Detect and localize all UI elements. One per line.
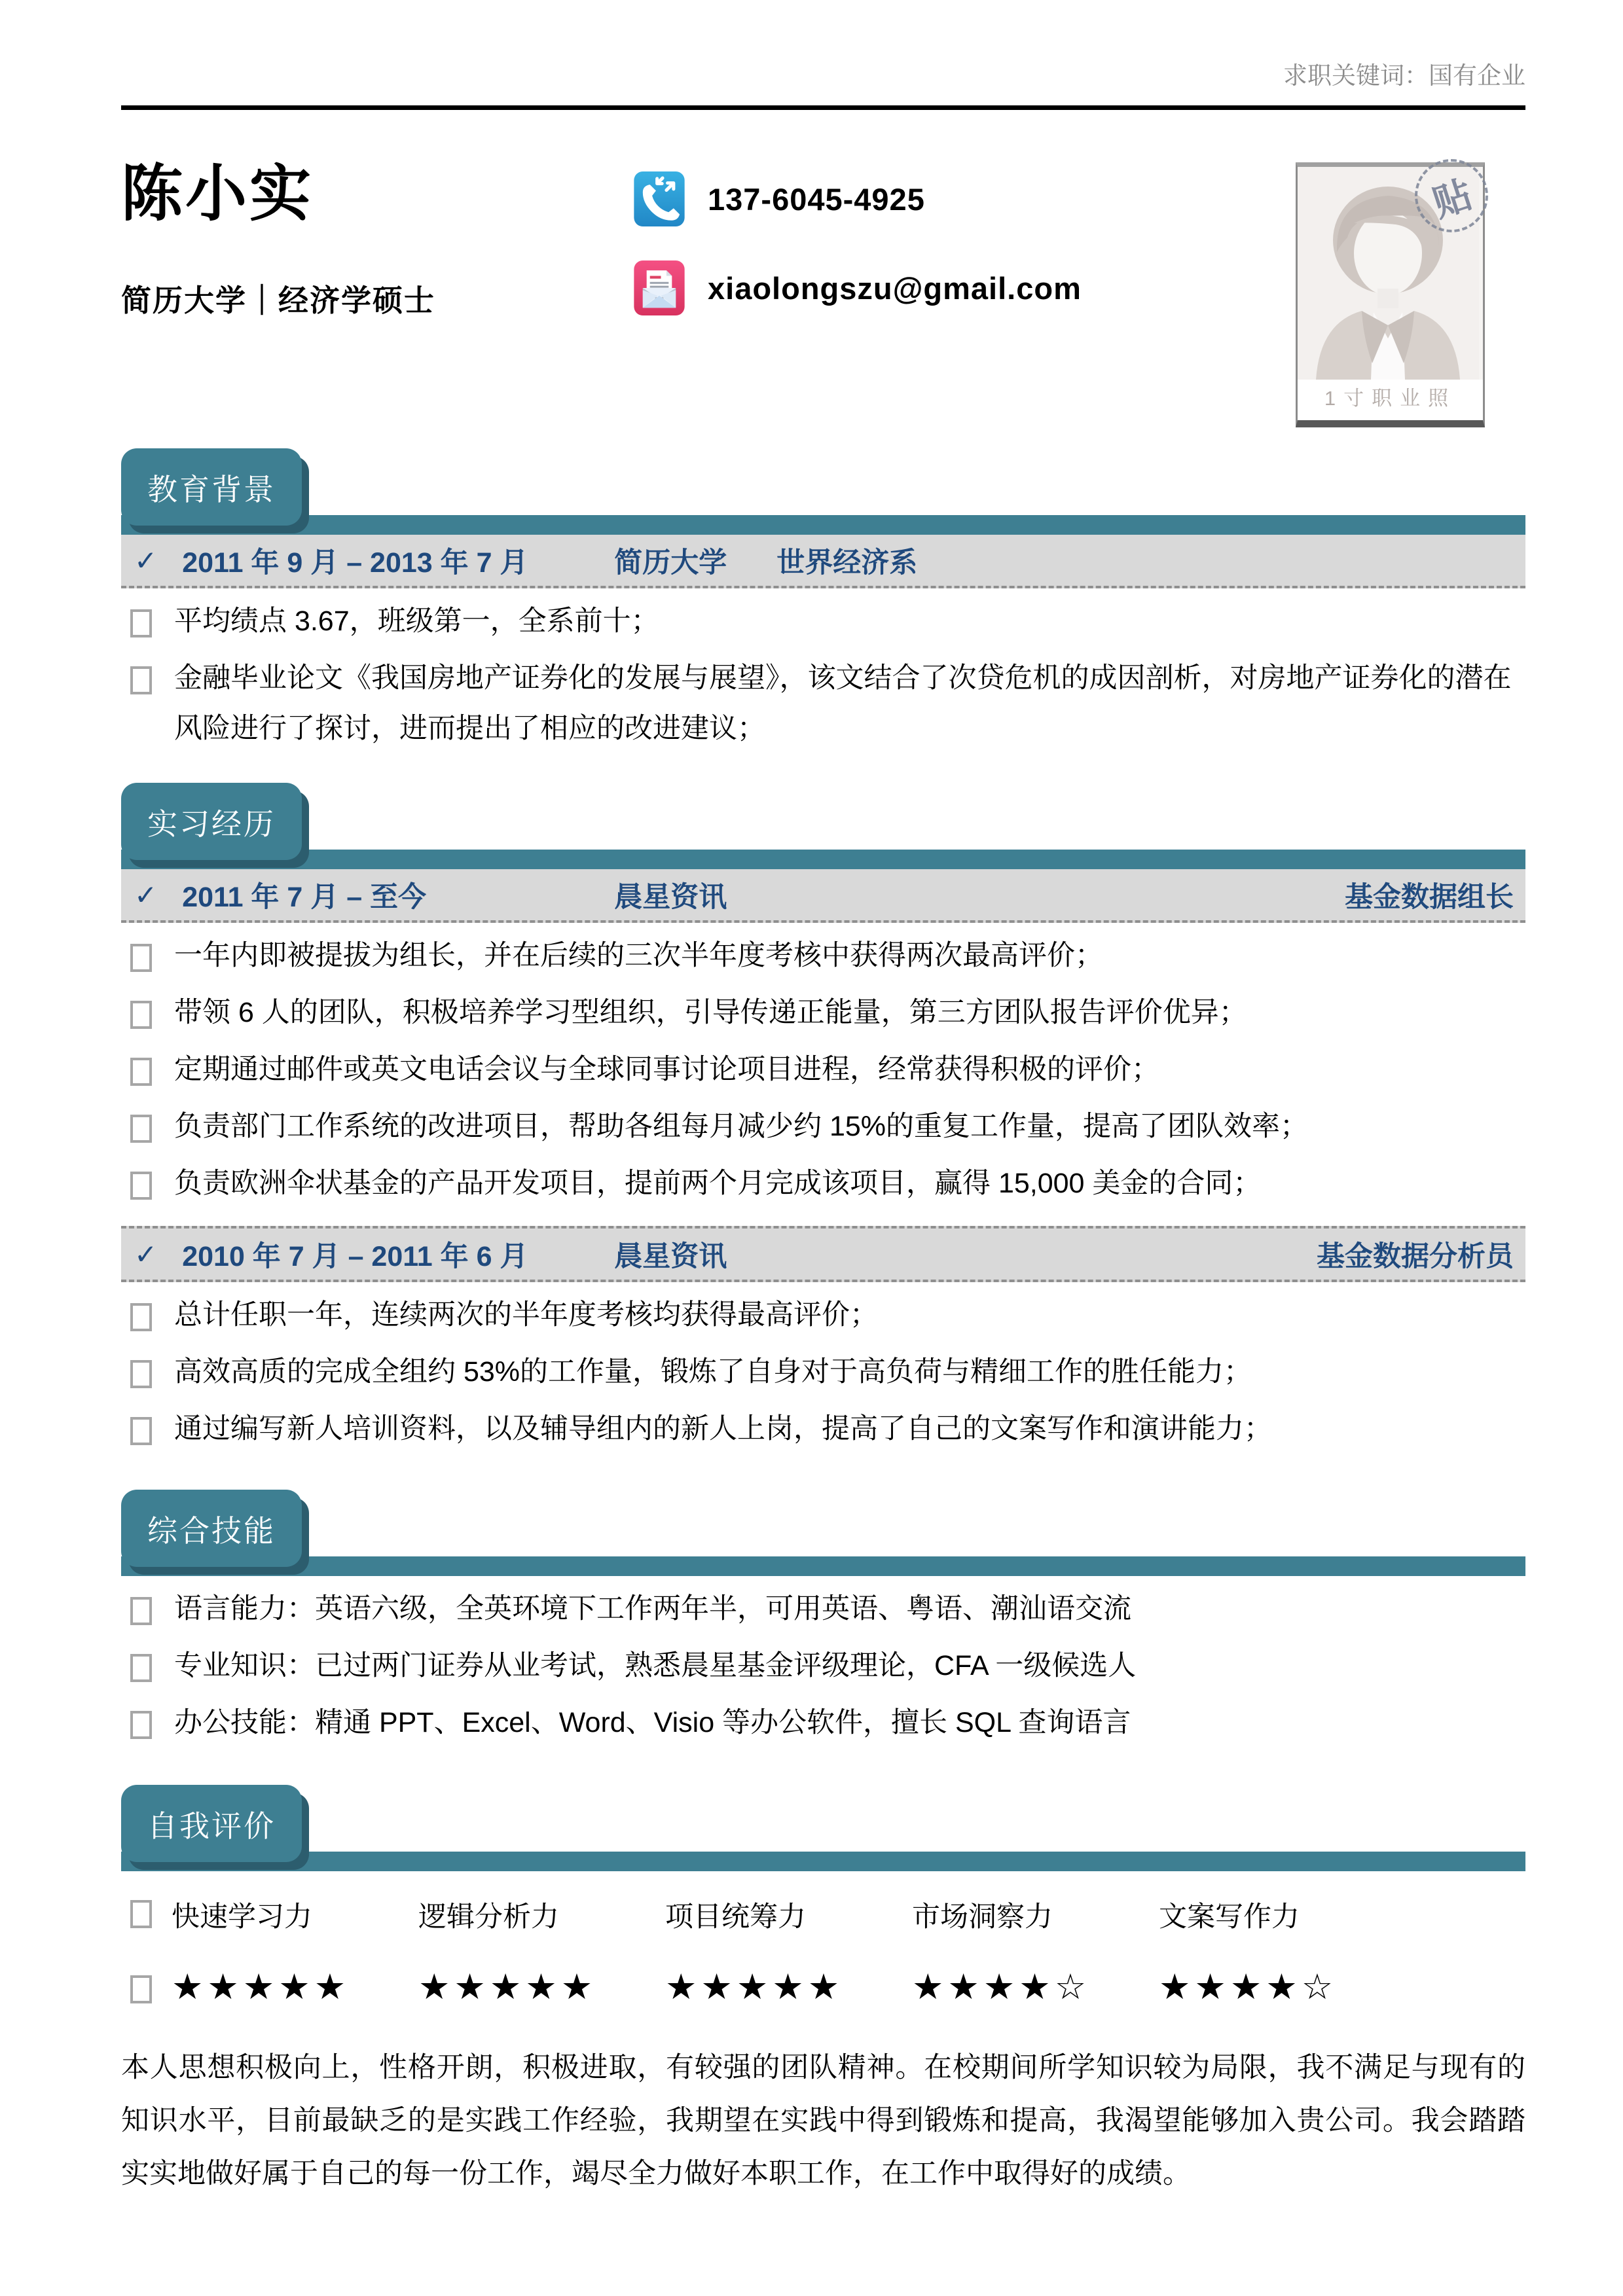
education-header-row bbox=[121, 535, 1525, 588]
ability-label: 逻辑分析力 bbox=[418, 1901, 559, 1933]
email-row bbox=[632, 259, 1082, 317]
star-icon-filled: ★ bbox=[1266, 1967, 1302, 2007]
bullet-text: 负责欧洲伞状基金的产品开发项目，提前两个月完成该项目，赢得 15,000 美金的合同； bbox=[174, 1168, 1262, 1199]
bullet-text: 平均绩点 3.67，班级第一，全系前十； bbox=[174, 605, 659, 637]
section-evaluation bbox=[121, 1785, 1525, 2200]
bullet-square-icon bbox=[130, 944, 152, 972]
ability-stars bbox=[418, 1966, 665, 2007]
bullet-square-icon bbox=[130, 609, 152, 637]
ability-label: 项目统筹力 bbox=[665, 1901, 806, 1933]
bullet-item bbox=[121, 1584, 1525, 1634]
bullet-text: 专业知识：已过两门证券从业考试，熟悉晨星基金评级理论，CFA 一级候选人 bbox=[174, 1650, 1137, 1681]
ability-label: 快速学习力 bbox=[172, 1901, 312, 1933]
star-icon-filled: ★ bbox=[242, 1967, 279, 2007]
education-date: 2011 年 9 月 – 2013 年 7 月 bbox=[182, 547, 528, 579]
section-tab-skills: 综合技能 bbox=[121, 1490, 302, 1567]
star-icon-filled: ★ bbox=[454, 1967, 490, 2007]
section-education bbox=[121, 448, 1525, 754]
ability-stars bbox=[1159, 1966, 1406, 2007]
star-icon-filled: ★ bbox=[560, 1967, 597, 2007]
phone-row bbox=[632, 170, 1082, 228]
bullet-item bbox=[121, 1290, 1525, 1340]
star-icon-filled: ★ bbox=[1019, 1967, 1055, 2007]
bullet-text: 语言能力：英语六级，全英环境下工作两年半，可用英语、粤语、潮汕语交流 bbox=[174, 1593, 1131, 1624]
job-header-row bbox=[121, 869, 1525, 923]
check-icon: ✓ bbox=[134, 1238, 158, 1270]
bullet-item bbox=[121, 1347, 1525, 1397]
ability-stars bbox=[912, 1966, 1159, 2007]
bullet-square-icon bbox=[130, 1900, 152, 1928]
star-icon-filled: ★ bbox=[314, 1967, 350, 2007]
bullet-item bbox=[121, 988, 1525, 1038]
ability-stars bbox=[172, 1966, 418, 2007]
phone-icon bbox=[632, 170, 687, 228]
candidate-name: 陈小实 bbox=[121, 159, 314, 228]
contact-block bbox=[632, 170, 1082, 348]
bullet-text: 定期通过邮件或英文电话会议与全球同事讨论项目进程，经常获得积极的评价； bbox=[174, 1054, 1159, 1085]
ability-label-row bbox=[121, 1895, 1525, 1935]
bullet-item bbox=[121, 1045, 1525, 1095]
stamp-character: 贴 bbox=[1428, 173, 1478, 226]
self-evaluation-text: 本人思想积极向上，性格开朗，积极进取，有较强的团队精神。在校期间所学知识较为局限，我不满足与现有的知识水平，目前最缺乏的是实践工作经验，我期望在实践中得到锻炼和提高，我渴望能够加入贵公司。我会踏踏实实地做好属于自己的每一份工作，竭尽全力做好本职工作，在工作中取得好的成绩。 bbox=[121, 2052, 1525, 2189]
star-icon-filled: ★ bbox=[278, 1967, 314, 2007]
ability-stars bbox=[665, 1966, 912, 2007]
star-icon-filled: ★ bbox=[947, 1967, 983, 2007]
bullet-text: 金融毕业论文《我国房地产证券化的发展与展望》，该文结合了次贷危机的成因剖析，对房地产证券化的潜在风险进行了探讨，进而提出了相应的改进建议； bbox=[174, 662, 1512, 744]
bullet-text: 高效高质的完成全组约 53%的工作量，锻炼了自身对于高负荷与精细工作的胜任能力； bbox=[174, 1356, 1252, 1388]
bullet-text: 一年内即被提拔为组长，并在后续的三次半年度考核中获得两次最高评价； bbox=[174, 940, 1103, 971]
bullet-square-icon bbox=[130, 1172, 152, 1200]
ability-label: 市场洞察力 bbox=[912, 1901, 1053, 1933]
bullet-text: 办公技能：精通 PPT、Excel、Word、Visio 等办公软件，擅长 SQL 查询语言 bbox=[174, 1707, 1131, 1738]
section-tab-experience: 实习经历 bbox=[121, 783, 302, 860]
bullet-item bbox=[121, 1102, 1525, 1152]
bullet-text: 负责部门工作系统的改进项目，帮助各组每月减少约 15%的重复工作量，提高了团队效率； bbox=[174, 1111, 1309, 1142]
star-icon-filled: ★ bbox=[1159, 1967, 1195, 2007]
bullet-item bbox=[121, 1158, 1525, 1209]
star-icon-filled: ★ bbox=[772, 1967, 808, 2007]
bullet-square-icon bbox=[130, 1711, 152, 1739]
bullet-square-icon bbox=[130, 1597, 152, 1625]
star-icon-empty: ☆ bbox=[1054, 1967, 1091, 2007]
bullet-item bbox=[121, 1641, 1525, 1691]
bullet-text: 带领 6 人的团队，积极培养学习型组织，引导传递正能量，第三方团队报告评价优异； bbox=[174, 997, 1247, 1028]
education-department: 世界经济系 bbox=[776, 547, 918, 579]
star-icon-filled: ★ bbox=[172, 1967, 208, 2007]
section-skills bbox=[121, 1490, 1525, 1748]
degree-subtitle: 简历大学｜经济学硕士 bbox=[121, 283, 435, 317]
bullet-square-icon bbox=[130, 1360, 152, 1388]
job-date: 2010 年 7 月 – 2011 年 6 月 bbox=[182, 1240, 528, 1272]
job-date: 2011 年 7 月 – 至今 bbox=[182, 881, 427, 913]
star-icon-filled: ★ bbox=[1230, 1967, 1266, 2007]
photo-caption: 1寸职业照 bbox=[1324, 387, 1457, 410]
phone-number: 137-6045-4925 bbox=[708, 181, 925, 217]
section-experience bbox=[121, 783, 1525, 1454]
bullet-square-icon bbox=[130, 1654, 152, 1682]
section-bar-experience bbox=[121, 850, 1525, 869]
job-company: 晨星资讯 bbox=[614, 881, 727, 913]
ability-label: 文案写作力 bbox=[1159, 1901, 1300, 1933]
star-icon-filled: ★ bbox=[736, 1967, 773, 2007]
bullet-square-icon bbox=[130, 1303, 152, 1331]
bullet-square-icon bbox=[130, 666, 152, 694]
education-bullet-list bbox=[121, 596, 1525, 754]
bullet-square-icon bbox=[130, 1115, 152, 1143]
check-icon: ✓ bbox=[134, 879, 158, 910]
job-position: 基金数据分析员 bbox=[1317, 1240, 1514, 1272]
star-icon-filled: ★ bbox=[525, 1967, 561, 2007]
paste-stamp-icon bbox=[1415, 159, 1488, 232]
job-bullet-list bbox=[121, 931, 1525, 1209]
star-icon-filled: ★ bbox=[665, 1967, 701, 2007]
job-list bbox=[121, 869, 1525, 1454]
star-icon-filled: ★ bbox=[983, 1967, 1019, 2007]
section-bar-evaluation bbox=[121, 1852, 1525, 1871]
bullet-item bbox=[121, 1698, 1525, 1748]
job-header-row bbox=[121, 1226, 1525, 1282]
star-icon-filled: ★ bbox=[489, 1967, 526, 2007]
photo-placeholder bbox=[1296, 162, 1485, 427]
star-icon-filled: ★ bbox=[418, 1967, 454, 2007]
check-icon: ✓ bbox=[134, 545, 158, 576]
bullet-square-icon bbox=[130, 1001, 152, 1029]
star-icon-filled: ★ bbox=[207, 1967, 243, 2007]
star-icon-filled: ★ bbox=[807, 1967, 844, 2007]
email-icon bbox=[632, 259, 687, 317]
section-tab-evaluation: 自我评价 bbox=[121, 1785, 302, 1862]
bullet-item bbox=[121, 1404, 1525, 1454]
star-icon-filled: ★ bbox=[1194, 1967, 1230, 2007]
bullet-item bbox=[121, 596, 1525, 647]
bullet-text: 通过编写新人培训资料，以及辅导组内的新人上岗，提高了自己的文案写作和演讲能力； bbox=[174, 1413, 1272, 1444]
education-school: 简历大学 bbox=[614, 547, 727, 579]
photo-silhouette bbox=[1298, 167, 1483, 380]
ability-rating-row bbox=[121, 1966, 1525, 2007]
job-keyword: 求职关键词：国有企业 bbox=[1283, 63, 1525, 90]
bullet-square-icon bbox=[130, 1417, 152, 1445]
top-divider bbox=[121, 105, 1525, 110]
bullet-square-icon bbox=[130, 1058, 152, 1086]
star-icon-filled: ★ bbox=[912, 1967, 948, 2007]
job-position: 基金数据组长 bbox=[1345, 881, 1514, 913]
job-company: 晨星资讯 bbox=[614, 1240, 727, 1272]
section-bar-education bbox=[121, 515, 1525, 535]
job-bullet-list bbox=[121, 1290, 1525, 1454]
skills-bullet-list bbox=[121, 1584, 1525, 1748]
bullet-item bbox=[121, 653, 1525, 754]
bullet-item bbox=[121, 931, 1525, 981]
email-address: xiaolongszu@gmail.com bbox=[708, 270, 1082, 306]
section-tab-education: 教育背景 bbox=[121, 448, 302, 526]
bullet-square-icon bbox=[130, 1975, 152, 2003]
section-bar-skills bbox=[121, 1556, 1525, 1576]
bullet-text: 总计任职一年，连续两次的半年度考核均获得最高评价； bbox=[174, 1299, 878, 1331]
star-icon-filled: ★ bbox=[701, 1967, 737, 2007]
star-icon-empty: ☆ bbox=[1301, 1967, 1338, 2007]
